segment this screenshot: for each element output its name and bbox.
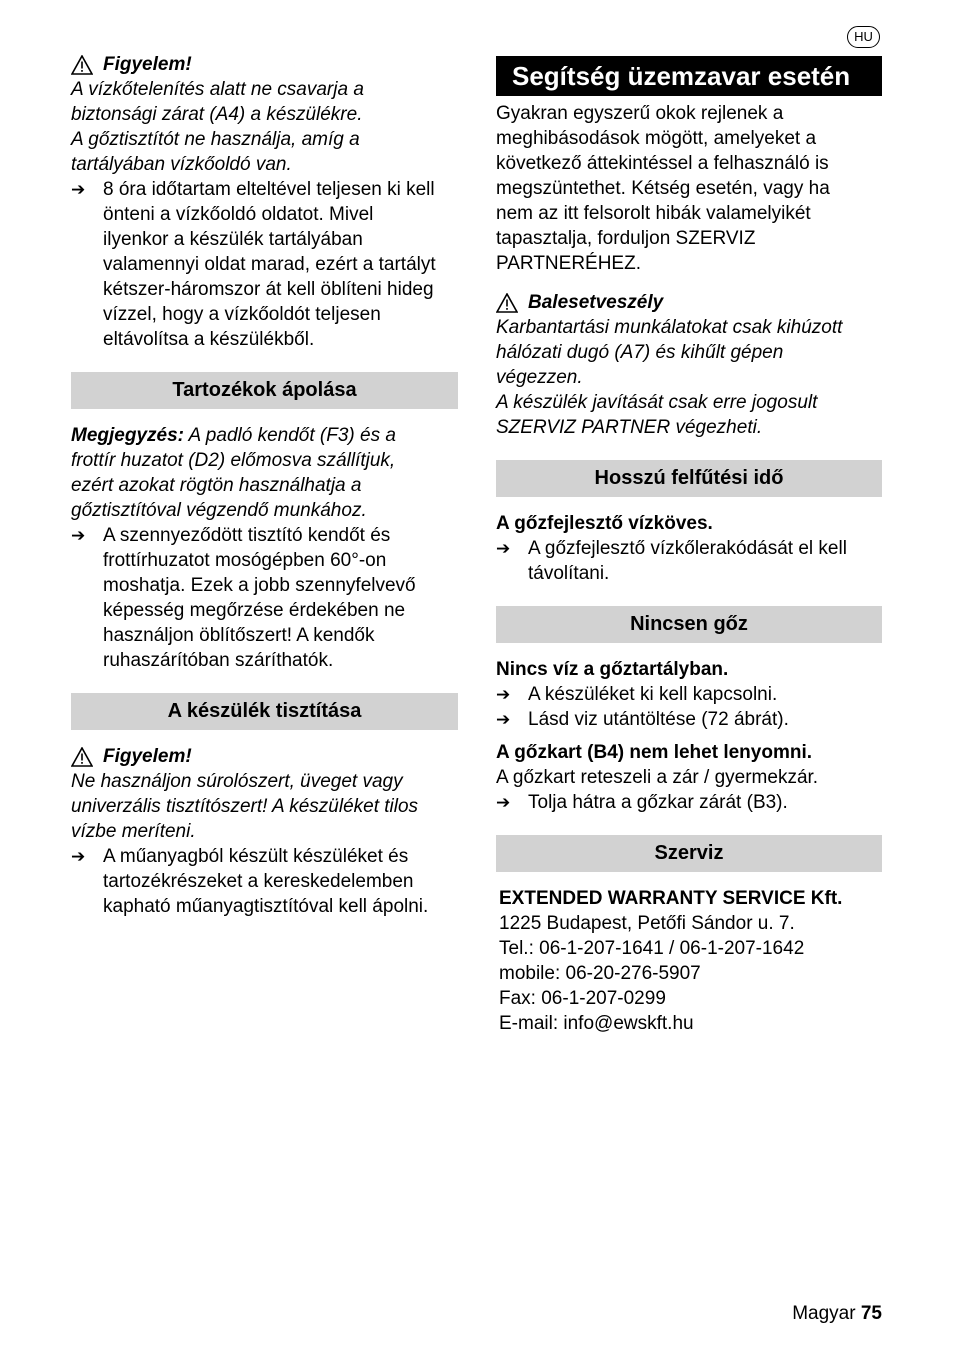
problem-text: A gőzkart reteszeli a zár / gyermekzár. xyxy=(496,767,819,788)
page-footer xyxy=(792,1301,882,1326)
section-heading: Tartozékok ápolása xyxy=(71,372,458,409)
arrow-right-icon: ➔ xyxy=(71,180,86,199)
intro-text: Gyakran egyszerű okok rejlenek a meghibásodások mögött, amelyeket a következő áttekintéssel a felhasználó is megszüntethet. Kétség esetén, vagy ha nem az itt felsorolt hibák valamelyikét tapasztalja, forduljon SZERVIZ PARTNERÉHEZ. xyxy=(496,103,830,274)
service-contact xyxy=(496,886,882,1036)
section-heading: Hosszú felfűtési idő xyxy=(496,460,882,497)
page-title: Segítség üzemzavar esetén xyxy=(496,56,882,96)
danger-title: Balesetveszély xyxy=(496,290,882,315)
list-item: ➔ A szennyeződött tisztító kendőt és frottírhuzatot mosógépben 60°-on moshatja. Ezek a jobb szennyfelvevő képesség megőrzése érdekében ne használjon öblítőszert! A kendők ruhaszárítóban száríthatók. xyxy=(71,525,416,671)
arrow-right-icon: ➔ xyxy=(71,526,86,545)
language-badge: HU xyxy=(847,26,880,48)
list-item: ➔ Tolja hátra a gőzkar zárát (B3). xyxy=(496,792,788,813)
page-number: 75 xyxy=(860,1303,882,1324)
list-item: ➔ A készüléket ki kell kapcsolni. xyxy=(496,684,778,705)
warning-triangle-icon xyxy=(71,55,93,75)
warning-title: Figyelem! xyxy=(71,744,458,769)
list-item: ➔ A gőzfejlesztő vízkőlerakódását el kell távolítani. xyxy=(496,538,847,584)
service-address: 1225 Budapest, Petőfi Sándor u. 7. xyxy=(499,913,795,934)
arrow-right-icon: ➔ xyxy=(71,847,86,866)
section-heading: Szerviz xyxy=(496,835,882,872)
section-heading: Nincsen gőz xyxy=(496,606,882,643)
arrow-right-icon: ➔ xyxy=(496,793,511,812)
note-label: Megjegyzés: xyxy=(71,425,184,446)
service-tel: Tel.: 06-1-207-1641 / 06-1-207-1642 xyxy=(499,938,805,959)
problem-heading: A gőzfejlesztő vízköves. xyxy=(496,513,713,534)
service-mobile: mobile: 06-20-276-5907 xyxy=(499,963,701,984)
warning-triangle-icon xyxy=(496,293,518,313)
list-item: ➔ A műanyagból készült készüléket és tartozékrészeket a kereskedelemben kapható műanyagtisztítóval kell ápolni. xyxy=(71,846,429,917)
left-column xyxy=(71,52,458,919)
problem-heading: Nincs víz a gőztartályban. xyxy=(496,659,729,680)
service-company: EXTENDED WARRANTY SERVICE Kft. xyxy=(499,888,843,909)
warning-text: Ne használjon súrolószert, üveget vagy univerzális tisztítószert! A készüléket tilos vízbe meríteni. xyxy=(71,771,419,842)
arrow-right-icon: ➔ xyxy=(496,539,511,558)
warning-text: A vízkőtelenítés alatt ne csavarja a biztonsági zárat (A4) a készülékre. A gőztisztítót ne használja, amíg a tartályában vízkőoldó van. xyxy=(71,79,364,175)
list-item: ➔ Lásd viz utántöltése (72 ábrát). xyxy=(496,709,789,730)
section-heading: A készülék tisztítása xyxy=(71,693,458,730)
footer-language: Magyar xyxy=(792,1303,856,1324)
service-email: E-mail: info@ewskft.hu xyxy=(499,1013,694,1034)
warning-title: Figyelem! xyxy=(71,52,458,77)
right-column xyxy=(496,56,882,1036)
problem-heading: A gőzkart (B4) nem lehet lenyomni. xyxy=(496,742,813,763)
arrow-right-icon: ➔ xyxy=(496,710,511,729)
list-item: ➔ 8 óra időtartam elteltével teljesen ki kell önteni a vízkőoldó oldatot. Mivel ilyenkor a készülék tartályában valamennyi oldat marad, ezért a tartályt kétszer-háromszor át kell öblíteni hideg vízzel, hogy a vízkőoldót teljesen eltávolítsa a készülékből. xyxy=(71,179,436,350)
service-fax: Fax: 06-1-207-0299 xyxy=(499,988,666,1009)
warning-triangle-icon xyxy=(71,747,93,767)
arrow-right-icon: ➔ xyxy=(496,685,511,704)
danger-text: Karbantartási munkálatokat csak kihúzott hálózati dugó (A7) és kihűlt gépen végezzen. A készülék javítását csak erre jogosult SZERVIZ PARTNER végezheti. xyxy=(496,317,843,438)
note-text: Megjegyzés: A padló kendőt (F3) és a frottír huzatot (D2) előmosva szállítjuk, ezért azokat rögtön használhatja a gőztisztítóval végzendő munkához. xyxy=(71,425,396,521)
